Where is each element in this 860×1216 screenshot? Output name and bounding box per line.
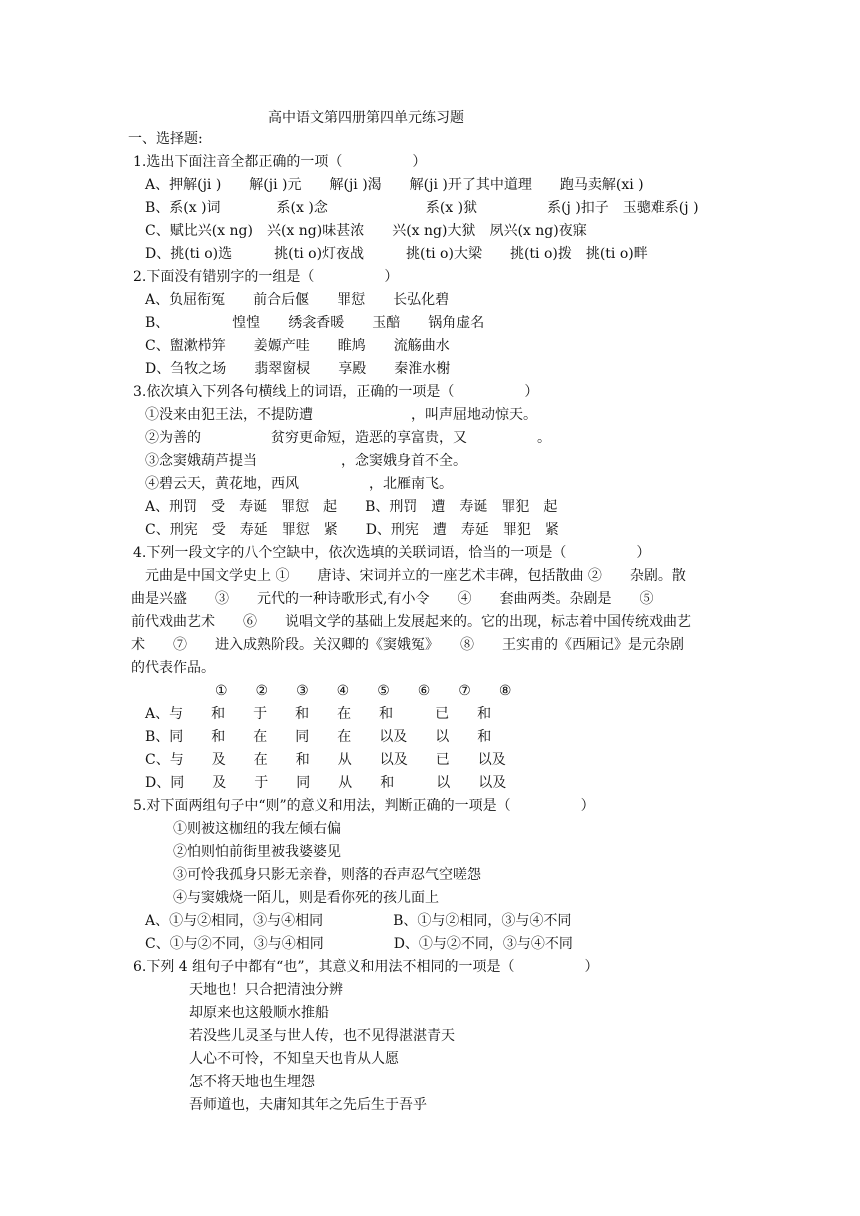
question-3-sentence-3: ③念窦娥葫芦提当 ，念窦娥身首不全。: [145, 453, 467, 469]
question-4-passage-line-4: 术 ⑦ 进入成熟阶段。关汉卿的《窦娥冤》 ⑧ 王实甫的《西厢记》是元杂剧: [131, 637, 684, 653]
question-2-option-a: A、负屈衔冤 前合后偃 罪愆 长弘化碧: [145, 292, 450, 308]
question-1-option-d: D、挑(ti o)选 挑(ti o)灯夜战 挑(ti o)大梁 挑(ti o)拨 挑(ti o)畔: [145, 246, 648, 262]
question-1-option-b: B、系(x )词 系(x )念 系(x )狱 系(j )扣子 玉骢难系(j ): [145, 200, 699, 216]
question-2-option-b: B、 惶惶 绣衾香暖 玉醅 锅角虚名: [145, 315, 485, 331]
question-3-options-cd: C、刑宪 受 寿延 罪愆 紧 D、刑宪 遭 寿延 罪犯 紧: [145, 522, 559, 538]
question-6-sentence-2: 却原来也这般顺水推船: [189, 1005, 329, 1021]
question-4-passage-line-3: 前代戏曲艺术 ⑥ 说唱文学的基础上发展起来的。它的出现，标志着中国传统戏曲艺: [131, 614, 691, 630]
question-5-options-ab: A、①与②相同，③与④相同 B、①与②相同，③与④不同: [145, 913, 572, 929]
question-3-options-ab: A、刑罚 受 寿诞 罪愆 起 B、刑罚 遭 寿诞 罪犯 起: [145, 499, 558, 515]
question-6-sentence-6: 吾师道也，夫庸知其年之先后生于吾乎: [189, 1097, 427, 1113]
question-5-options-cd: C、①与②不同，③与④相同 D、①与②不同，③与④不同: [145, 936, 573, 952]
question-6-sentence-5: 怎不将天地也生埋怨: [189, 1074, 315, 1090]
question-6-sentence-3: 若没些儿灵圣与世人传，也不见得湛湛青天: [189, 1028, 455, 1044]
question-5-stem: 5.对下面两组句子中“则”的意义和用法，判断正确的一项是（ ）: [133, 798, 595, 814]
question-4-option-d: D、同 及 于 同 从 和 以 以及: [145, 775, 507, 791]
question-1-option-a: A、押解(ji ) 解(ji )元 解(ji )渴 解(ji )开了其中道理 跑马卖解(xi ): [145, 177, 644, 193]
question-2-option-d: D、刍牧之场 翡翠窗棂 享殿 秦淮水榭: [145, 361, 451, 377]
question-6-sentence-4: 人心不可怜，不知皇天也肯从人愿: [189, 1051, 399, 1067]
question-2-option-c: C、盥漱栉笄 姜嫄产哇 睢鸠 流觞曲水: [145, 338, 450, 354]
question-4-option-b: B、同 和 在 同 在 以及 以 和: [145, 729, 492, 745]
question-1-option-c: C、赋比兴(x ng) 兴(x ng)味甚浓 兴(x ng)大狱 夙兴(x ng)夜寐: [145, 223, 587, 239]
question-4-blank-header: ① ② ③ ④ ⑤ ⑥ ⑦ ⑧: [215, 683, 512, 699]
question-6-stem: 6.下列 4 组句子中都有“也”，其意义和用法不相同的一项是（ ）: [133, 959, 599, 975]
question-2-stem: 2.下面没有错别字的一组是（ ）: [133, 269, 399, 285]
document-title: 高中语文第四册第四单元练习题: [268, 110, 464, 126]
question-1-stem: 1.选出下面注音全都正确的一项（ ）: [133, 154, 427, 170]
section-heading: 一、选择题:: [128, 131, 203, 147]
question-3-sentence-1: ①没来由犯王法，不提防遭 ，叫声屈地动惊天。: [145, 407, 537, 423]
question-5-sentence-1: ①则被这枷纽的我左倾右偏: [173, 821, 341, 837]
question-4-option-c: C、与 及 在 和 从 以及 已 以及: [145, 752, 506, 768]
question-6-sentence-1: 天地也！只合把清浊分辨: [189, 982, 343, 998]
question-3-stem: 3.依次填入下列各句横线上的词语，正确的一项是（ ）: [133, 384, 539, 400]
question-3-sentence-2: ②为善的 贫穷更命短，造恶的享富贵，又 。: [145, 430, 551, 446]
question-5-sentence-4: ④与窦娥烧一陌儿，则是看你死的孩儿面上: [173, 890, 439, 906]
question-5-sentence-3: ③可怜我孤身只影无亲眷，则落的吞声忍气空嗟怨: [173, 867, 481, 883]
question-4-passage-line-2: 曲是兴盛 ③ 元代的一种诗歌形式,有小令 ④ 套曲两类。杂剧是 ⑤: [131, 591, 654, 607]
question-4-passage-line-1: 元曲是中国文学史上 ① 唐诗、宋词并立的一座艺术丰碑，包括散曲 ② 杂剧。散: [131, 568, 686, 584]
question-5-sentence-2: ②怕则怕前街里被我婆婆见: [173, 844, 341, 860]
question-3-sentence-4: ④碧云天，黄花地，西风 ，北雁南飞。: [145, 476, 453, 492]
question-4-stem: 4.下列一段文字的八个空缺中，依次选填的关联词语，恰当的一项是（ ）: [133, 545, 651, 561]
question-4-passage-line-5: 的代表作品。: [131, 660, 215, 676]
question-4-option-a: A、与 和 于 和 在 和 已 和: [145, 706, 492, 722]
